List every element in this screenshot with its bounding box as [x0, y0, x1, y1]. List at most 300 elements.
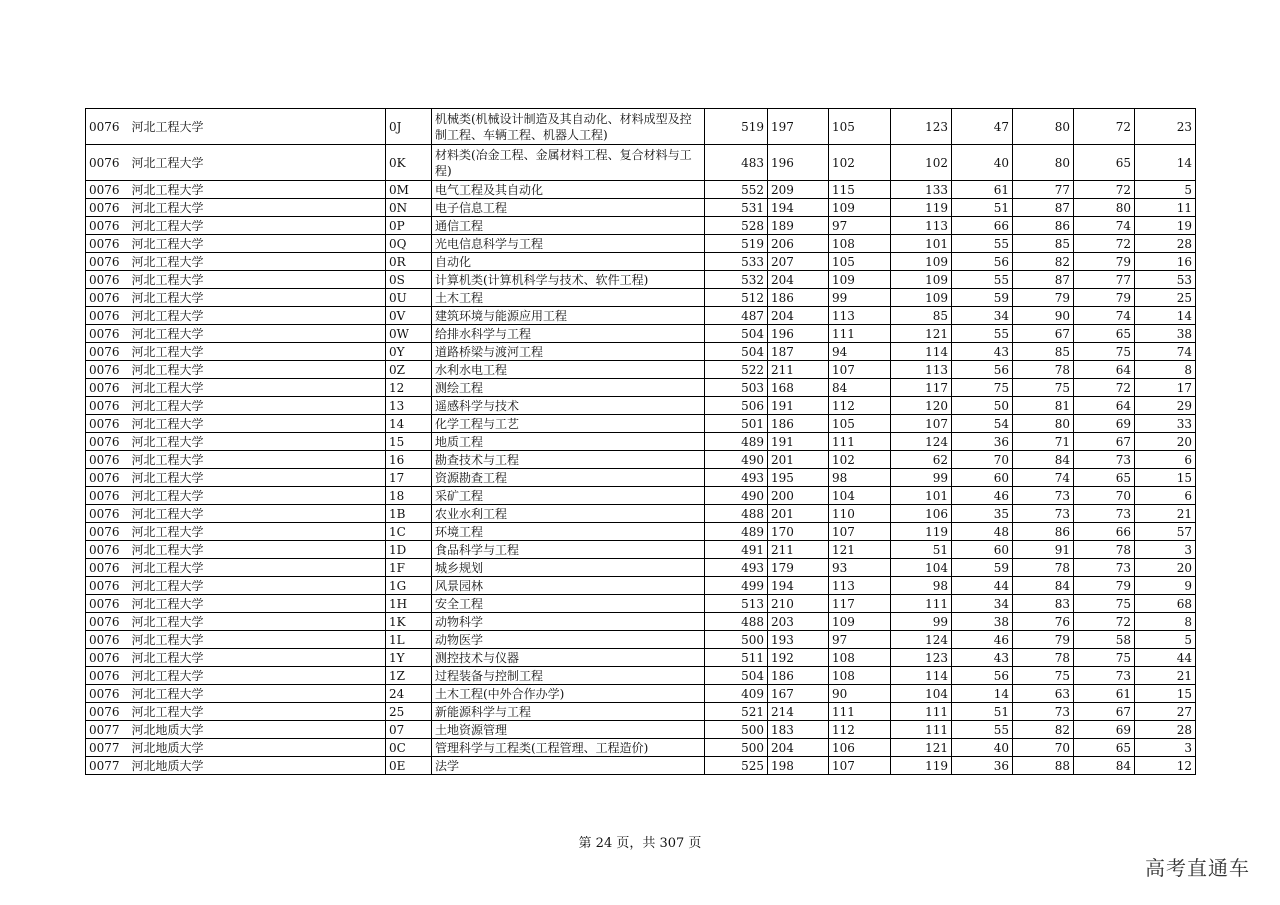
school-code-cell: 0076	[86, 487, 129, 505]
score-6-cell: 73	[1013, 505, 1074, 523]
table-row	[86, 199, 1196, 217]
major-code-cell: 07	[386, 721, 432, 739]
score-8-cell: 8	[1135, 361, 1196, 379]
score-8-cell: 21	[1135, 667, 1196, 685]
score-7-cell: 72	[1074, 379, 1135, 397]
score-2-cell: 186	[768, 667, 829, 685]
score-2-cell: 207	[768, 253, 829, 271]
score-6-cell: 88	[1013, 757, 1074, 775]
score-5-cell: 56	[952, 667, 1013, 685]
score-8-cell: 33	[1135, 415, 1196, 433]
major-name-cell: 管理科学与工程类(工程管理、工程造价)	[432, 739, 705, 757]
score-1-cell: 500	[705, 721, 768, 739]
score-4-cell: 109	[891, 289, 952, 307]
table-row	[86, 289, 1196, 307]
score-7-cell: 75	[1074, 343, 1135, 361]
score-5-cell: 60	[952, 469, 1013, 487]
score-4-cell: 113	[891, 361, 952, 379]
school-code-cell: 0076	[86, 451, 129, 469]
score-6-cell: 78	[1013, 559, 1074, 577]
school-code-cell: 0076	[86, 433, 129, 451]
score-5-cell: 35	[952, 505, 1013, 523]
table-row	[86, 613, 1196, 631]
score-8-cell: 21	[1135, 505, 1196, 523]
score-2-cell: 196	[768, 145, 829, 181]
score-2-cell: 211	[768, 361, 829, 379]
score-3-cell: 105	[829, 253, 891, 271]
school-name-cell: 河北工程大学	[129, 325, 386, 343]
score-2-cell: 204	[768, 307, 829, 325]
score-6-cell: 83	[1013, 595, 1074, 613]
score-1-cell: 513	[705, 595, 768, 613]
score-7-cell: 78	[1074, 541, 1135, 559]
score-4-cell: 106	[891, 505, 952, 523]
score-6-cell: 76	[1013, 613, 1074, 631]
score-4-cell: 111	[891, 595, 952, 613]
major-code-cell: 0C	[386, 739, 432, 757]
score-6-cell: 85	[1013, 235, 1074, 253]
score-5-cell: 14	[952, 685, 1013, 703]
score-6-cell: 84	[1013, 577, 1074, 595]
school-name-cell: 河北工程大学	[129, 577, 386, 595]
score-8-cell: 9	[1135, 577, 1196, 595]
major-name-cell: 化学工程与工艺	[432, 415, 705, 433]
score-3-cell: 115	[829, 181, 891, 199]
major-name-cell: 新能源科学与工程	[432, 703, 705, 721]
score-7-cell: 72	[1074, 181, 1135, 199]
score-6-cell: 75	[1013, 667, 1074, 685]
school-name-cell: 河北工程大学	[129, 253, 386, 271]
score-1-cell: 503	[705, 379, 768, 397]
score-3-cell: 93	[829, 559, 891, 577]
score-3-cell: 111	[829, 325, 891, 343]
major-name-cell: 资源勘查工程	[432, 469, 705, 487]
score-1-cell: 487	[705, 307, 768, 325]
table-row	[86, 325, 1196, 343]
major-name-cell: 过程装备与控制工程	[432, 667, 705, 685]
score-8-cell: 29	[1135, 397, 1196, 415]
table-row	[86, 109, 1196, 145]
score-6-cell: 86	[1013, 523, 1074, 541]
score-5-cell: 34	[952, 307, 1013, 325]
score-2-cell: 192	[768, 649, 829, 667]
major-name-cell: 土木工程	[432, 289, 705, 307]
table-row	[86, 253, 1196, 271]
score-6-cell: 79	[1013, 289, 1074, 307]
score-1-cell: 504	[705, 325, 768, 343]
score-6-cell: 78	[1013, 361, 1074, 379]
score-5-cell: 40	[952, 145, 1013, 181]
major-code-cell: 16	[386, 451, 432, 469]
score-5-cell: 40	[952, 739, 1013, 757]
major-name-cell: 材料类(冶金工程、金属材料工程、复合材料与工程)	[432, 145, 705, 181]
table-row	[86, 487, 1196, 505]
score-8-cell: 38	[1135, 325, 1196, 343]
score-4-cell: 119	[891, 757, 952, 775]
score-6-cell: 86	[1013, 217, 1074, 235]
score-4-cell: 109	[891, 271, 952, 289]
school-name-cell: 河北工程大学	[129, 217, 386, 235]
major-name-cell: 土木工程(中外合作办学)	[432, 685, 705, 703]
score-4-cell: 123	[891, 109, 952, 145]
score-3-cell: 113	[829, 577, 891, 595]
score-1-cell: 489	[705, 433, 768, 451]
score-6-cell: 73	[1013, 487, 1074, 505]
score-7-cell: 72	[1074, 235, 1135, 253]
score-2-cell: 167	[768, 685, 829, 703]
score-2-cell: 200	[768, 487, 829, 505]
major-code-cell: 12	[386, 379, 432, 397]
score-8-cell: 3	[1135, 541, 1196, 559]
score-4-cell: 114	[891, 343, 952, 361]
major-code-cell: 24	[386, 685, 432, 703]
score-6-cell: 80	[1013, 415, 1074, 433]
score-2-cell: 201	[768, 505, 829, 523]
score-7-cell: 73	[1074, 559, 1135, 577]
score-8-cell: 28	[1135, 721, 1196, 739]
major-name-cell: 食品科学与工程	[432, 541, 705, 559]
major-name-cell: 地质工程	[432, 433, 705, 451]
major-name-cell: 采矿工程	[432, 487, 705, 505]
score-7-cell: 66	[1074, 523, 1135, 541]
score-5-cell: 51	[952, 703, 1013, 721]
table-row	[86, 667, 1196, 685]
score-6-cell: 73	[1013, 703, 1074, 721]
score-2-cell: 194	[768, 577, 829, 595]
score-5-cell: 36	[952, 433, 1013, 451]
score-1-cell: 525	[705, 757, 768, 775]
score-8-cell: 25	[1135, 289, 1196, 307]
table-row	[86, 595, 1196, 613]
score-6-cell: 80	[1013, 145, 1074, 181]
score-7-cell: 74	[1074, 307, 1135, 325]
score-5-cell: 55	[952, 235, 1013, 253]
major-name-cell: 建筑环境与能源应用工程	[432, 307, 705, 325]
score-2-cell: 197	[768, 109, 829, 145]
score-2-cell: 187	[768, 343, 829, 361]
score-1-cell: 528	[705, 217, 768, 235]
score-2-cell: 201	[768, 451, 829, 469]
score-3-cell: 106	[829, 739, 891, 757]
school-name-cell: 河北工程大学	[129, 703, 386, 721]
school-code-cell: 0076	[86, 145, 129, 181]
score-2-cell: 179	[768, 559, 829, 577]
school-name-cell: 河北工程大学	[129, 523, 386, 541]
score-4-cell: 99	[891, 469, 952, 487]
major-name-cell: 遥感科学与技术	[432, 397, 705, 415]
score-1-cell: 531	[705, 199, 768, 217]
score-1-cell: 493	[705, 469, 768, 487]
table-row	[86, 721, 1196, 739]
school-name-cell: 河北工程大学	[129, 451, 386, 469]
school-code-cell: 0076	[86, 685, 129, 703]
score-8-cell: 14	[1135, 145, 1196, 181]
score-5-cell: 59	[952, 559, 1013, 577]
school-name-cell: 河北工程大学	[129, 469, 386, 487]
score-7-cell: 72	[1074, 109, 1135, 145]
table-row	[86, 181, 1196, 199]
watermark: 高考直通车	[1145, 856, 1250, 880]
score-2-cell: 170	[768, 523, 829, 541]
score-4-cell: 117	[891, 379, 952, 397]
major-code-cell: 0E	[386, 757, 432, 775]
school-code-cell: 0076	[86, 379, 129, 397]
score-7-cell: 84	[1074, 757, 1135, 775]
major-code-cell: 1C	[386, 523, 432, 541]
major-name-cell: 机械类(机械设计制造及其自动化、材料成型及控制工程、车辆工程、机器人工程)	[432, 109, 705, 145]
major-code-cell: 1B	[386, 505, 432, 523]
score-5-cell: 46	[952, 487, 1013, 505]
score-7-cell: 64	[1074, 361, 1135, 379]
major-code-cell: 1D	[386, 541, 432, 559]
score-4-cell: 119	[891, 199, 952, 217]
school-code-cell: 0077	[86, 721, 129, 739]
school-code-cell: 0076	[86, 577, 129, 595]
score-3-cell: 121	[829, 541, 891, 559]
score-3-cell: 117	[829, 595, 891, 613]
score-6-cell: 82	[1013, 721, 1074, 739]
score-2-cell: 186	[768, 415, 829, 433]
score-5-cell: 75	[952, 379, 1013, 397]
score-4-cell: 111	[891, 703, 952, 721]
score-4-cell: 120	[891, 397, 952, 415]
school-name-cell: 河北工程大学	[129, 685, 386, 703]
major-name-cell: 勘查技术与工程	[432, 451, 705, 469]
score-3-cell: 84	[829, 379, 891, 397]
major-name-cell: 计算机类(计算机科学与技术、软件工程)	[432, 271, 705, 289]
score-7-cell: 79	[1074, 577, 1135, 595]
score-6-cell: 80	[1013, 109, 1074, 145]
score-1-cell: 552	[705, 181, 768, 199]
score-6-cell: 74	[1013, 469, 1074, 487]
school-code-cell: 0076	[86, 415, 129, 433]
score-3-cell: 98	[829, 469, 891, 487]
score-4-cell: 123	[891, 649, 952, 667]
major-code-cell: 0P	[386, 217, 432, 235]
major-name-cell: 动物医学	[432, 631, 705, 649]
major-name-cell: 土地资源管理	[432, 721, 705, 739]
school-name-cell: 河北工程大学	[129, 145, 386, 181]
score-3-cell: 107	[829, 361, 891, 379]
table-row	[86, 361, 1196, 379]
table-row	[86, 307, 1196, 325]
score-1-cell: 490	[705, 487, 768, 505]
score-3-cell: 110	[829, 505, 891, 523]
major-code-cell: 18	[386, 487, 432, 505]
score-4-cell: 107	[891, 415, 952, 433]
score-1-cell: 522	[705, 361, 768, 379]
score-7-cell: 58	[1074, 631, 1135, 649]
score-2-cell: 191	[768, 397, 829, 415]
major-code-cell: 1F	[386, 559, 432, 577]
score-1-cell: 490	[705, 451, 768, 469]
score-1-cell: 409	[705, 685, 768, 703]
score-1-cell: 491	[705, 541, 768, 559]
score-8-cell: 53	[1135, 271, 1196, 289]
major-name-cell: 安全工程	[432, 595, 705, 613]
school-name-cell: 河北工程大学	[129, 559, 386, 577]
score-5-cell: 56	[952, 253, 1013, 271]
table-row	[86, 631, 1196, 649]
major-code-cell: 0Q	[386, 235, 432, 253]
school-code-cell: 0076	[86, 505, 129, 523]
score-4-cell: 113	[891, 217, 952, 235]
score-3-cell: 97	[829, 217, 891, 235]
admission-table	[85, 108, 1196, 775]
major-name-cell: 给排水科学与工程	[432, 325, 705, 343]
score-7-cell: 65	[1074, 739, 1135, 757]
score-4-cell: 124	[891, 631, 952, 649]
score-2-cell: 204	[768, 271, 829, 289]
major-code-cell: 1Z	[386, 667, 432, 685]
score-6-cell: 63	[1013, 685, 1074, 703]
score-3-cell: 102	[829, 451, 891, 469]
school-name-cell: 河北工程大学	[129, 613, 386, 631]
score-6-cell: 71	[1013, 433, 1074, 451]
school-code-cell: 0076	[86, 559, 129, 577]
table-row	[86, 685, 1196, 703]
score-4-cell: 98	[891, 577, 952, 595]
table-row	[86, 703, 1196, 721]
table-row	[86, 271, 1196, 289]
major-name-cell: 自动化	[432, 253, 705, 271]
school-name-cell: 河北工程大学	[129, 289, 386, 307]
school-code-cell: 0076	[86, 649, 129, 667]
score-7-cell: 80	[1074, 199, 1135, 217]
major-name-cell: 光电信息科学与工程	[432, 235, 705, 253]
school-code-cell: 0077	[86, 757, 129, 775]
table-row	[86, 433, 1196, 451]
school-code-cell: 0076	[86, 613, 129, 631]
score-7-cell: 73	[1074, 451, 1135, 469]
score-2-cell: 210	[768, 595, 829, 613]
score-3-cell: 94	[829, 343, 891, 361]
score-1-cell: 483	[705, 145, 768, 181]
score-4-cell: 121	[891, 325, 952, 343]
score-1-cell: 488	[705, 505, 768, 523]
major-code-cell: 1H	[386, 595, 432, 613]
school-code-cell: 0076	[86, 595, 129, 613]
table-row	[86, 343, 1196, 361]
score-3-cell: 107	[829, 757, 891, 775]
major-name-cell: 测控技术与仪器	[432, 649, 705, 667]
school-code-cell: 0076	[86, 289, 129, 307]
score-5-cell: 48	[952, 523, 1013, 541]
score-8-cell: 15	[1135, 685, 1196, 703]
school-name-cell: 河北工程大学	[129, 379, 386, 397]
school-code-cell: 0076	[86, 271, 129, 289]
major-name-cell: 环境工程	[432, 523, 705, 541]
school-code-cell: 0076	[86, 631, 129, 649]
score-7-cell: 72	[1074, 613, 1135, 631]
school-code-cell: 0077	[86, 739, 129, 757]
major-code-cell: 17	[386, 469, 432, 487]
school-name-cell: 河北工程大学	[129, 199, 386, 217]
school-name-cell: 河北工程大学	[129, 541, 386, 559]
score-3-cell: 104	[829, 487, 891, 505]
score-8-cell: 28	[1135, 235, 1196, 253]
score-7-cell: 61	[1074, 685, 1135, 703]
school-name-cell: 河北工程大学	[129, 595, 386, 613]
score-2-cell: 186	[768, 289, 829, 307]
score-8-cell: 44	[1135, 649, 1196, 667]
score-5-cell: 55	[952, 721, 1013, 739]
score-5-cell: 60	[952, 541, 1013, 559]
score-2-cell: 183	[768, 721, 829, 739]
school-code-cell: 0076	[86, 109, 129, 145]
score-3-cell: 111	[829, 433, 891, 451]
school-code-cell: 0076	[86, 217, 129, 235]
score-6-cell: 67	[1013, 325, 1074, 343]
score-4-cell: 124	[891, 433, 952, 451]
table-row	[86, 505, 1196, 523]
score-1-cell: 519	[705, 109, 768, 145]
score-8-cell: 19	[1135, 217, 1196, 235]
score-2-cell: 189	[768, 217, 829, 235]
score-6-cell: 91	[1013, 541, 1074, 559]
school-code-cell: 0076	[86, 235, 129, 253]
school-name-cell: 河北地质大学	[129, 739, 386, 757]
school-name-cell: 河北地质大学	[129, 757, 386, 775]
score-4-cell: 114	[891, 667, 952, 685]
score-6-cell: 87	[1013, 199, 1074, 217]
major-name-cell: 电气工程及其自动化	[432, 181, 705, 199]
major-code-cell: 1L	[386, 631, 432, 649]
school-name-cell: 河北工程大学	[129, 487, 386, 505]
score-2-cell: 209	[768, 181, 829, 199]
school-code-cell: 0076	[86, 307, 129, 325]
school-name-cell: 河北工程大学	[129, 235, 386, 253]
score-4-cell: 133	[891, 181, 952, 199]
score-1-cell: 506	[705, 397, 768, 415]
major-code-cell: 0Y	[386, 343, 432, 361]
major-code-cell: 0M	[386, 181, 432, 199]
major-code-cell: 1Y	[386, 649, 432, 667]
score-5-cell: 51	[952, 199, 1013, 217]
score-5-cell: 43	[952, 649, 1013, 667]
score-6-cell: 75	[1013, 379, 1074, 397]
major-code-cell: 0R	[386, 253, 432, 271]
score-8-cell: 16	[1135, 253, 1196, 271]
score-7-cell: 67	[1074, 433, 1135, 451]
score-5-cell: 54	[952, 415, 1013, 433]
table-row	[86, 739, 1196, 757]
score-1-cell: 489	[705, 523, 768, 541]
major-code-cell: 0N	[386, 199, 432, 217]
score-5-cell: 61	[952, 181, 1013, 199]
score-8-cell: 5	[1135, 631, 1196, 649]
score-1-cell: 512	[705, 289, 768, 307]
score-5-cell: 70	[952, 451, 1013, 469]
score-7-cell: 75	[1074, 649, 1135, 667]
score-8-cell: 68	[1135, 595, 1196, 613]
score-8-cell: 5	[1135, 181, 1196, 199]
major-name-cell: 风景园林	[432, 577, 705, 595]
score-4-cell: 102	[891, 145, 952, 181]
score-7-cell: 65	[1074, 469, 1135, 487]
score-6-cell: 81	[1013, 397, 1074, 415]
major-code-cell: 0U	[386, 289, 432, 307]
score-8-cell: 27	[1135, 703, 1196, 721]
major-code-cell: 0S	[386, 271, 432, 289]
score-7-cell: 73	[1074, 505, 1135, 523]
score-3-cell: 108	[829, 667, 891, 685]
major-name-cell: 道路桥梁与渡河工程	[432, 343, 705, 361]
major-code-cell: 1G	[386, 577, 432, 595]
school-name-cell: 河北工程大学	[129, 343, 386, 361]
score-1-cell: 533	[705, 253, 768, 271]
score-7-cell: 65	[1074, 325, 1135, 343]
